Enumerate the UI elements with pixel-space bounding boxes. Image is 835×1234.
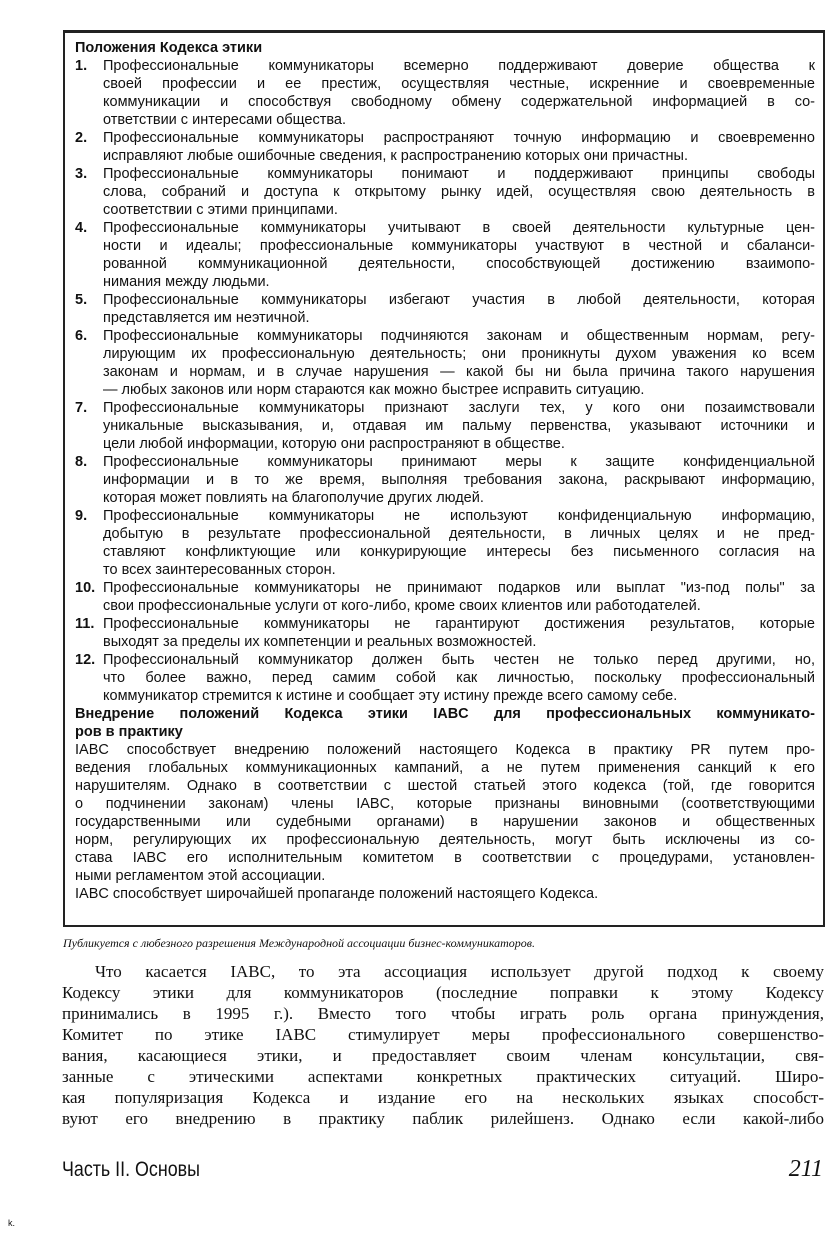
item-line: свои профессиональные услуги от кого-либо, кроме своих клиентов или работодателей.: [103, 598, 701, 614]
item-number: 11.: [75, 616, 95, 632]
paragraph-line: о подчинении законам) члены IABC, которые признаны виновными (соответствующими: [75, 796, 815, 812]
box-title: Положения Кодекса этики: [75, 40, 263, 56]
item-line: Профессиональные коммуникаторы не используют конфиденциальную информацию,: [103, 508, 815, 524]
list-item: [75, 57, 815, 129]
item-line: что более важно, перед самим собой как личностью, поскольку профессиональный: [103, 670, 815, 686]
list-item: [75, 579, 815, 615]
scan-mark: k.: [8, 1218, 16, 1228]
item-number: 12.: [75, 652, 96, 668]
list-item: [75, 453, 815, 507]
closing-line: IABC способствует широчайшей пропаганде положений настоящего Кодекса.: [75, 886, 599, 902]
page-number: 211: [788, 1156, 823, 1182]
item-line: лирующим их профессиональную деятельность; они проникнуты духом уважения ко всем: [103, 346, 815, 362]
item-line: Профессиональные коммуникаторы учитывают в своей деятельности культурные цен-: [103, 220, 815, 236]
item-number: 5.: [75, 292, 88, 308]
box-content: [75, 39, 815, 903]
item-line: выходят за пределы их компетенции и реальных возможностей.: [103, 634, 537, 650]
paragraph-line: ведения глобальных коммуникационных кампаний, а не путем применения санкций к его: [75, 760, 815, 776]
list-item: [75, 291, 815, 327]
list-item: [75, 129, 815, 165]
item-line: коммуникатор стремится к истине и сообщает эту истину прежде всего самому себе.: [103, 688, 678, 704]
item-line: Профессиональные коммуникаторы избегают участия в любой деятельности, которая: [103, 292, 815, 308]
list-item: [75, 651, 815, 705]
paragraph-line: става IABC его исполнительным комитетом в соответствии с процедурами, установлен-: [75, 850, 815, 866]
item-number: 2.: [75, 130, 88, 146]
item-number: 3.: [75, 166, 88, 182]
item-line: Профессиональные коммуникаторы всемерно поддерживают доверие общества к: [103, 58, 815, 74]
item-line: которая может повлиять на благополучие других людей.: [103, 490, 484, 506]
item-number: 8.: [75, 454, 88, 470]
item-line: коммуникации и способствуя свободному обмену содержательной информацией в со-: [103, 94, 815, 110]
item-line: Профессиональные коммуникаторы принимают меры к защите конфиденциальной: [103, 454, 815, 470]
item-line: информации и в то же время, выполняя требования закона, раскрывают информацию,: [103, 472, 815, 488]
item-line: Профессиональные коммуникаторы не гарантируют достижения результатов, которые: [103, 616, 815, 632]
item-number: 1.: [75, 58, 88, 74]
body-line: Что касается IABC, то эта ассоциация использует другой подход к своему: [95, 962, 824, 981]
item-line: соответствии с этими принципами.: [103, 202, 338, 218]
paragraph-line: нарушителям. Однако в соответствии с шестой статьей этого кодекса (той, где говорится: [75, 778, 815, 794]
item-line: уникальные высказывания, и, отдавая им пальму первенства, указывают источники и: [103, 418, 815, 434]
body-line: принимались в 1995 г.). Вместо того чтобы играть роль органа принуждения,: [62, 1004, 824, 1023]
body-line: Кодексу этики для коммуникаторов (последние поправки к этому Кодексу: [62, 983, 824, 1002]
list-item: [75, 219, 815, 291]
item-number: 10.: [75, 580, 96, 596]
item-line: цели любой информации, которую они распространяют в обществе.: [103, 436, 565, 452]
body-line: Комитет по этике IABC стимулирует меры профессионального совершенство-: [62, 1025, 824, 1044]
item-number: 7.: [75, 400, 88, 416]
item-line: Профессиональные коммуникаторы понимают и поддерживают принципы свободы: [103, 166, 815, 182]
footer-section: Часть II. Основы: [62, 1158, 200, 1181]
item-line: слова, собраний и доступа к открытому рынку идей, осуществляя свою деятельность в: [103, 184, 815, 200]
item-line: Профессиональные коммуникаторы признают заслуги тех, у кого они позаимствовали: [103, 400, 815, 416]
item-line: — любых законов или норм стараются как можно быстрее исправить ситуацию.: [103, 382, 645, 398]
item-number: 6.: [75, 328, 88, 344]
body-line: вания, касающиеся этики, и предоставляет своим членам консультации, свя-: [62, 1046, 824, 1065]
body-text: [62, 961, 824, 1129]
list-item: [75, 615, 815, 651]
list-item: [75, 399, 815, 453]
code-of-ethics-box: [63, 30, 825, 927]
paragraph-line: норм, регулирующих их профессиональную деятельность, могут быть исключены из со-: [75, 832, 815, 848]
item-line: законам и нормам, и в случае нарушения — какой бы ни была причина такого нарушения: [103, 364, 815, 380]
section-heading-line: Внедрение положений Кодекса этики IABC для профессиональных коммуникато-: [75, 706, 815, 722]
item-line: Профессиональные коммуникаторы подчиняются законам и общественным нормам, регу-: [103, 328, 815, 344]
item-number: 9.: [75, 508, 88, 524]
list-item: [75, 507, 815, 579]
item-line: представляется им неэтичной.: [103, 310, 310, 326]
item-line: рованной коммуникационной деятельности, способствующей достижению взаимопо-: [103, 256, 815, 272]
item-line: то всех заинтересованных сторон.: [103, 562, 336, 578]
list-item: [75, 165, 815, 219]
paragraph-line: IABC способствует внедрению положений настоящего Кодекса в практику PR путем про-: [75, 742, 815, 758]
item-line: добытую в результате профессиональной деятельности, в личных целях и не пред-: [103, 526, 815, 542]
body-line: вуют его внедрению в практику паблик рилейшенз. Однако если какой-либо: [62, 1109, 824, 1128]
item-line: исправляют любые ошибочные сведения, к распространению которых они причастны.: [103, 148, 688, 164]
body-line: занные с этическими аспектами конкретных практических ситуаций. Широ-: [62, 1067, 824, 1086]
paragraph-line: государственными или судебными органами) в нарушении законов и общественных: [75, 814, 815, 830]
item-line: ставляют конфликтующие или конкурирующие интересы без письменного согласия на: [103, 544, 815, 560]
item-line: нимания между людьми.: [103, 274, 270, 290]
item-line: ности и идеалы; профессиональные коммуникаторы участвуют в честной и сбаланси-: [103, 238, 815, 254]
source-caption: Публикуется с любезного разрешения Международной ассоциации бизнес-коммуникаторов.: [63, 936, 536, 950]
item-line: Профессиональный коммуникатор должен быть честен не только перед другими, но,: [103, 652, 815, 668]
item-line: ответствии с интересами общества.: [103, 112, 347, 128]
item-line: Профессиональные коммуникаторы распространяют точную информацию и своевременно: [103, 130, 815, 146]
item-line: своей профессии и ее престиж, осуществляя честные, искренние и своевременные: [103, 76, 815, 92]
item-number: 4.: [75, 220, 88, 236]
section-heading-line: ров в практику: [75, 724, 183, 740]
paragraph-line: ными регламентом этой ассоциации.: [75, 868, 326, 884]
list-item: [75, 327, 815, 399]
body-line: кая популяризация Кодекса и издание его на нескольких языках способст-: [62, 1088, 824, 1107]
item-line: Профессиональные коммуникаторы не принимают подарков или выплат "из-под полы" за: [103, 580, 815, 596]
